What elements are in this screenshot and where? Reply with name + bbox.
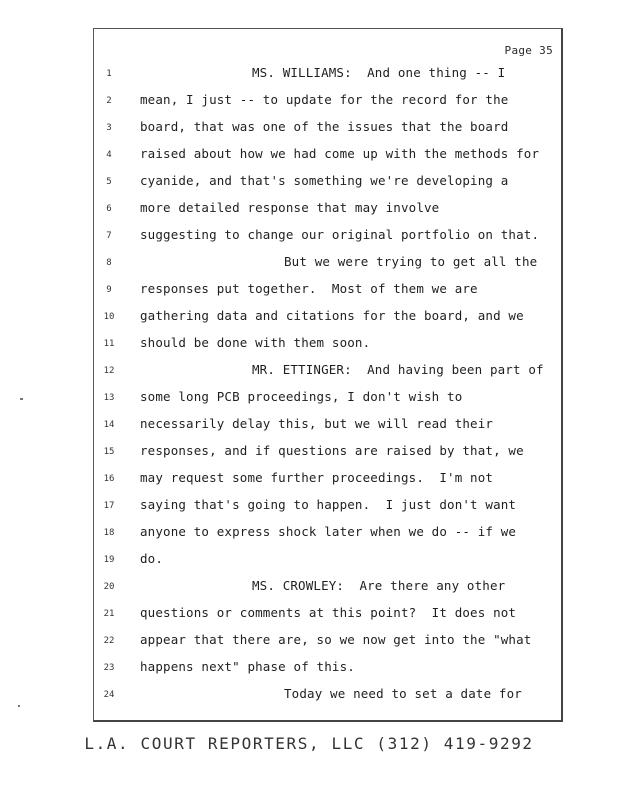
page-number: Page 35 bbox=[504, 44, 553, 57]
line-text: anyone to express shock later when we do -- if we bbox=[140, 524, 517, 539]
transcript-line-2 bbox=[94, 92, 564, 112]
transcript-line-15 bbox=[94, 443, 564, 463]
line-number: 16 bbox=[103, 474, 115, 484]
line-number: 3 bbox=[106, 123, 112, 133]
line-number: 10 bbox=[103, 312, 115, 322]
line-number: 22 bbox=[103, 636, 115, 646]
line-text: may request some further proceedings. I'm not bbox=[140, 470, 494, 485]
line-number: 19 bbox=[103, 555, 115, 565]
transcript-line-5 bbox=[94, 173, 564, 193]
transcript-line-24 bbox=[94, 686, 564, 706]
line-number: 23 bbox=[103, 663, 115, 673]
line-text: suggesting to change our original portfolio on that. bbox=[140, 227, 540, 242]
transcript-line-4 bbox=[94, 146, 564, 166]
line-number: 2 bbox=[106, 96, 112, 106]
line-number: 5 bbox=[106, 177, 112, 187]
line-text: But we were trying to get all the bbox=[284, 254, 538, 269]
scan-speck bbox=[20, 398, 23, 400]
line-number: 17 bbox=[103, 501, 115, 511]
line-text: cyanide, and that's something we're developing a bbox=[140, 173, 509, 188]
line-text: MS. CROWLEY: Are there any other bbox=[252, 578, 506, 593]
line-number: 1 bbox=[106, 69, 112, 79]
line-number: 8 bbox=[106, 258, 112, 268]
line-text: Today we need to set a date for bbox=[284, 686, 522, 701]
line-text: MS. WILLIAMS: And one thing -- I bbox=[252, 65, 506, 80]
line-number: 6 bbox=[106, 204, 112, 214]
transcript-line-1 bbox=[94, 65, 564, 85]
transcript-line-6 bbox=[94, 200, 564, 220]
line-number: 21 bbox=[103, 609, 115, 619]
line-text: happens next" phase of this. bbox=[140, 659, 355, 674]
transcript-line-20 bbox=[94, 578, 564, 598]
line-text: raised about how we had come up with the methods for bbox=[140, 146, 540, 161]
transcript-line-18 bbox=[94, 524, 564, 544]
scan-speck bbox=[18, 705, 20, 707]
line-number: 18 bbox=[103, 528, 115, 538]
transcript-line-7 bbox=[94, 227, 564, 247]
line-number: 7 bbox=[106, 231, 112, 241]
line-text: some long PCB proceedings, I don't wish to bbox=[140, 389, 463, 404]
line-number: 13 bbox=[103, 393, 115, 403]
line-number: 4 bbox=[106, 150, 112, 160]
line-text: do. bbox=[140, 551, 164, 566]
line-text: gathering data and citations for the board, and we bbox=[140, 308, 524, 323]
transcript-page bbox=[93, 28, 563, 722]
transcript-line-23 bbox=[94, 659, 564, 679]
line-text: board, that was one of the issues that the board bbox=[140, 119, 509, 134]
transcript-line-3 bbox=[94, 119, 564, 139]
line-number: 11 bbox=[103, 339, 115, 349]
court-reporter-footer: L.A. COURT REPORTERS, LLC (312) 419-9292 bbox=[84, 734, 534, 753]
line-text: more detailed response that may involve bbox=[140, 200, 440, 215]
line-number: 15 bbox=[103, 447, 115, 457]
transcript-line-11 bbox=[94, 335, 564, 355]
line-number: 24 bbox=[103, 690, 115, 700]
line-text: necessarily delay this, but we will read their bbox=[140, 416, 494, 431]
transcript-line-13 bbox=[94, 389, 564, 409]
transcript-line-21 bbox=[94, 605, 564, 625]
transcript-line-10 bbox=[94, 308, 564, 328]
line-text: MR. ETTINGER: And having been part of bbox=[252, 362, 544, 377]
line-text: responses, and if questions are raised by that, we bbox=[140, 443, 524, 458]
line-text: should be done with them soon. bbox=[140, 335, 371, 350]
transcript-line-12 bbox=[94, 362, 564, 382]
line-number: 9 bbox=[106, 285, 112, 295]
transcript-line-22 bbox=[94, 632, 564, 652]
transcript-line-19 bbox=[94, 551, 564, 571]
transcript-line-17 bbox=[94, 497, 564, 517]
line-text: mean, I just -- to update for the record for the bbox=[140, 92, 509, 107]
line-text: questions or comments at this point? It does not bbox=[140, 605, 517, 620]
transcript-line-8 bbox=[94, 254, 564, 274]
line-text: saying that's going to happen. I just don't want bbox=[140, 497, 517, 512]
line-number: 14 bbox=[103, 420, 115, 430]
transcript-line-16 bbox=[94, 470, 564, 490]
transcript-line-9 bbox=[94, 281, 564, 301]
line-text: responses put together. Most of them we are bbox=[140, 281, 478, 296]
line-text: appear that there are, so we now get into the "what bbox=[140, 632, 532, 647]
line-number: 12 bbox=[103, 366, 115, 376]
line-number: 20 bbox=[103, 582, 115, 592]
transcript-line-14 bbox=[94, 416, 564, 436]
